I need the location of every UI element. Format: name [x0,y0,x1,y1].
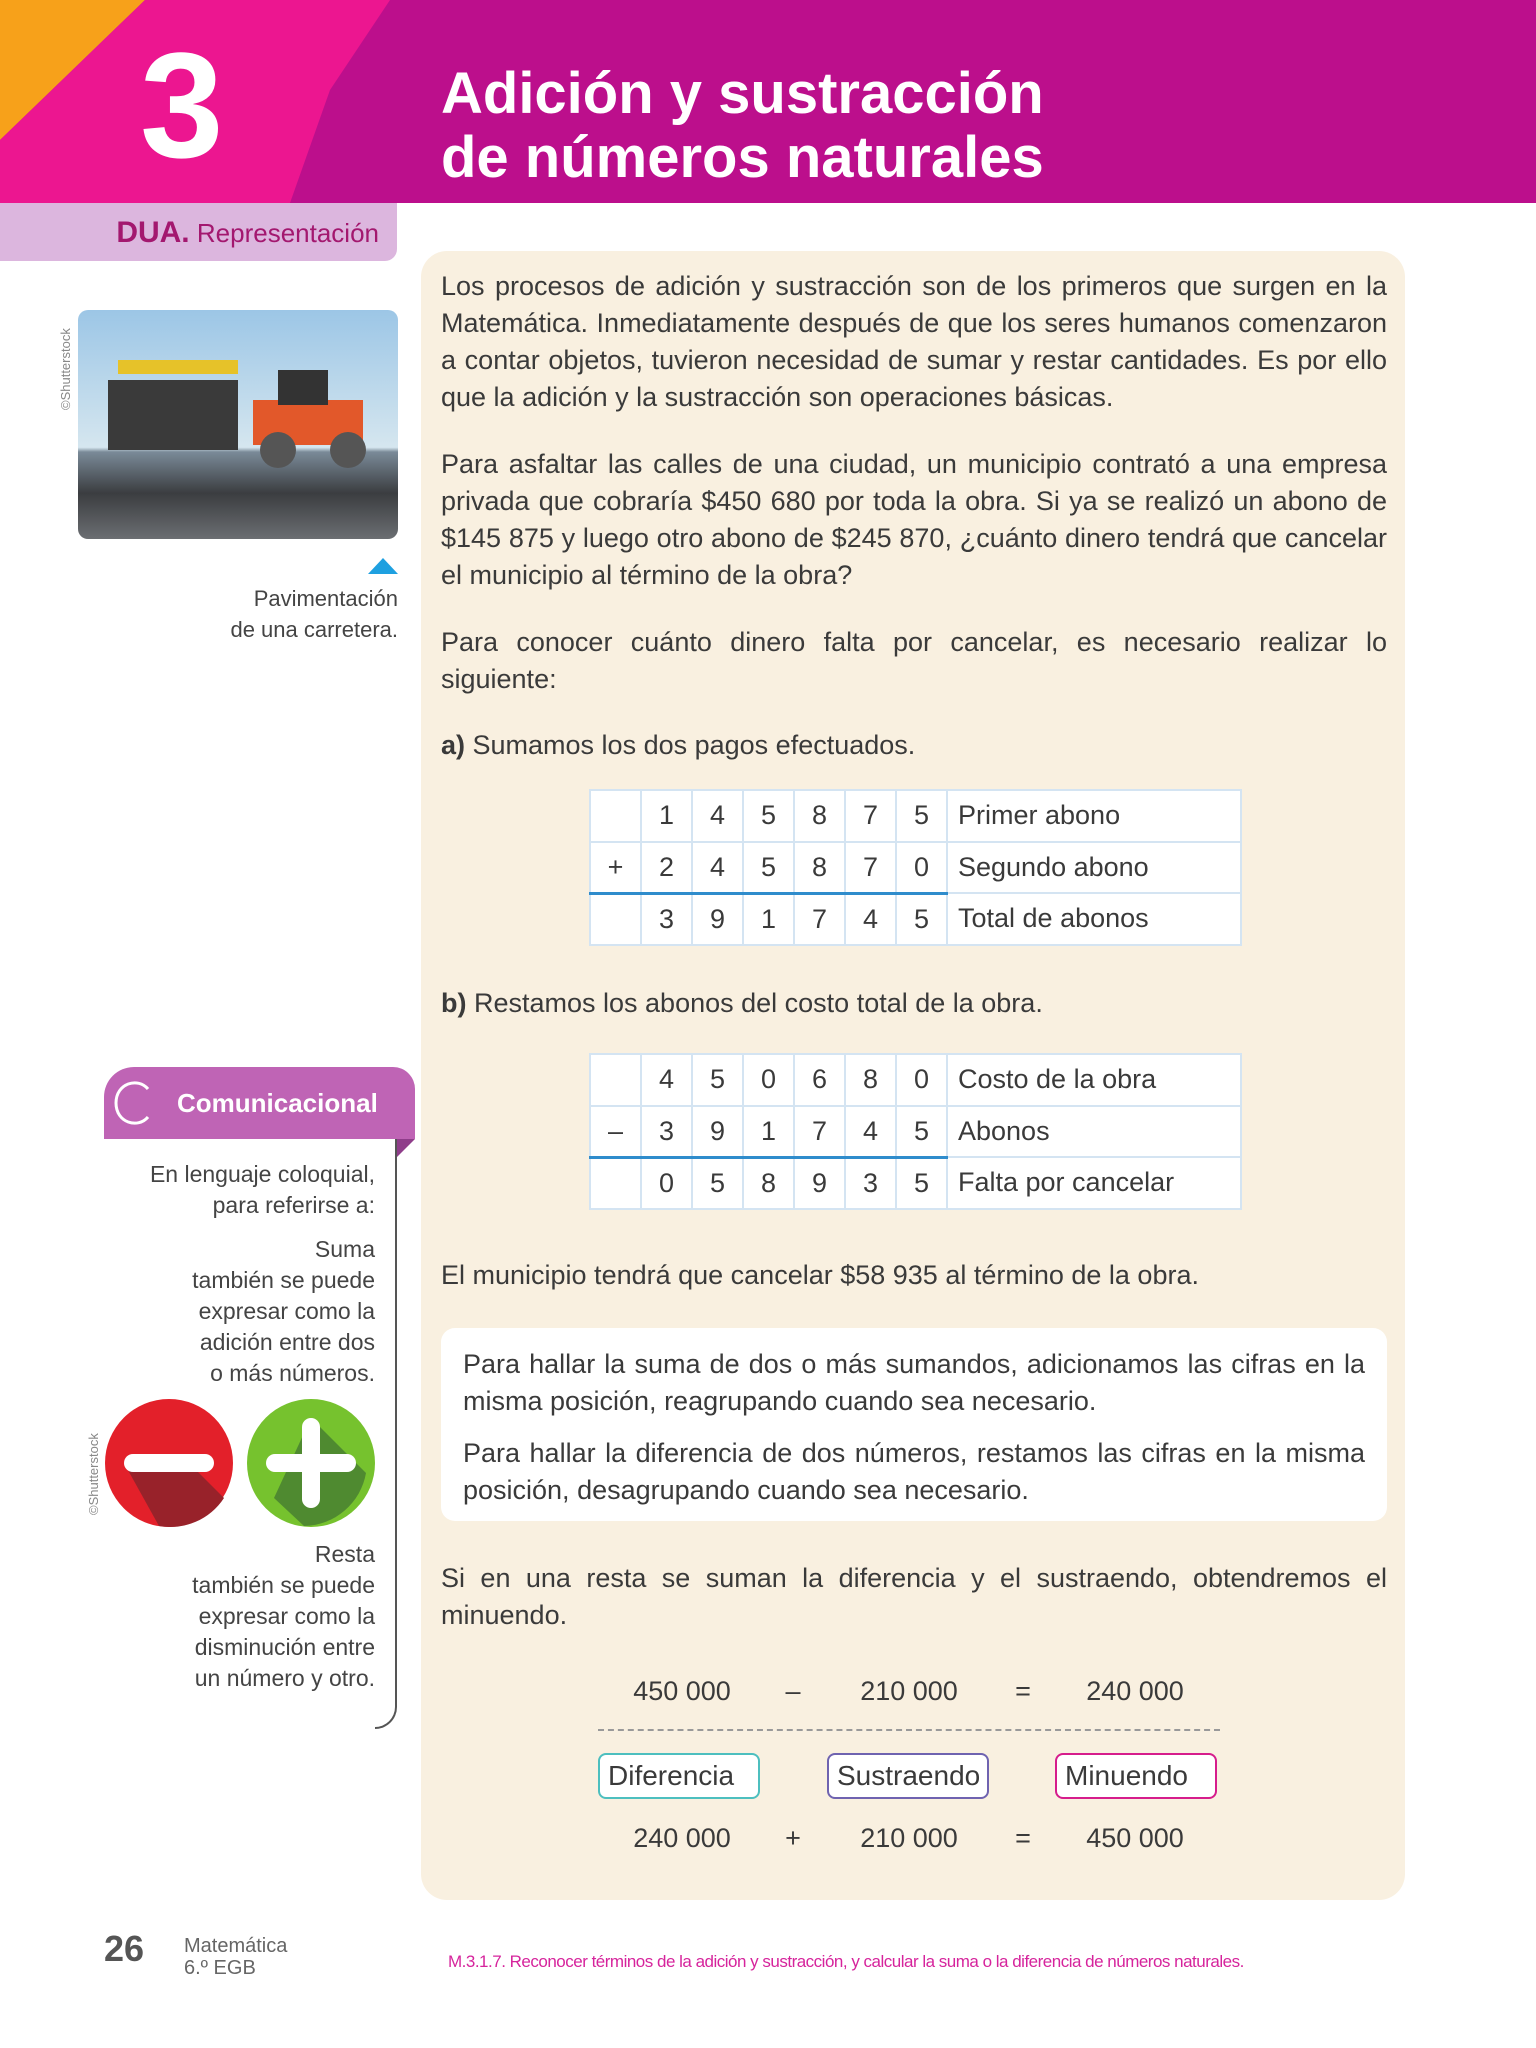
digit-cell: 5 [896,893,947,945]
step-b-label: b) [441,988,467,1018]
icon-credit: ©Shutterstock [86,1433,101,1515]
suma-line: o más números. [210,1360,375,1386]
equation-term: 210 000 [860,1676,958,1706]
step-a-text: Sumamos los dos pagos efectuados. [465,730,916,760]
equation-term: = [1015,1823,1031,1853]
suma-line: adición entre dos [199,1329,375,1355]
dua-bold: DUA. [116,216,190,249]
table-row [590,1157,1241,1209]
term-label-box: Diferencia [598,1753,760,1799]
suma-text [140,1234,375,1389]
digit-cell: 5 [896,1106,947,1158]
equation-term: = [1015,1676,1031,1706]
photo-credit: ©Shutterstock [58,328,73,410]
caption-line: de una carretera. [230,617,398,642]
digit-cell: 4 [692,790,743,842]
digit-cell: 5 [743,842,794,894]
digit-cell: 7 [845,790,896,842]
operator-cell [590,1054,641,1106]
digit-cell: 7 [794,893,845,945]
subject: Matemática [184,1935,288,1957]
operator-cell [590,1157,641,1209]
photo-caption [180,583,398,645]
term-label-box: Minuendo [1055,1753,1217,1799]
suma-line: Suma [314,1236,375,1262]
table-row [590,790,1241,842]
method-paragraph: Para conocer cuánto dinero falta por cancelar, es necesario realizar lo siguiente: [441,627,1387,694]
digit-cell: 1 [743,1106,794,1158]
title-line-2: de números naturales [441,125,1044,190]
dua-text: Representación [189,218,379,248]
digit-cell: 9 [794,1157,845,1209]
equation-term: 240 000 [1086,1676,1184,1706]
operator-cell [590,790,641,842]
resta-line: Resta [314,1541,375,1567]
result-sentence: El municipio tendrá que cancelar $58 935 al término de la obra. [441,1260,1199,1290]
digit-cell: 4 [845,1106,896,1158]
equation-term: 210 000 [860,1823,958,1853]
digit-cell: 7 [845,842,896,894]
subtraction-table [589,1053,1242,1210]
digit-cell: 0 [743,1054,794,1106]
digit-cell: 3 [641,1106,692,1158]
digit-cell: 5 [692,1054,743,1106]
digit-cell: 1 [641,790,692,842]
equation-term: 450 000 [633,1676,731,1706]
digit-cell: 7 [794,1106,845,1158]
title-line-1: Adición y sustracción [441,61,1044,126]
digit-cell: 9 [692,893,743,945]
digit-cell: 8 [794,790,845,842]
comunicacional-header [104,1067,415,1139]
divider-dashed [598,1729,1220,1731]
digit-cell: 8 [845,1054,896,1106]
row-label: Primer abono [947,790,1241,842]
digit-cell: 3 [641,893,692,945]
intro-line: En lenguaje coloquial, [149,1161,375,1187]
learning-objective: M.3.1.7. Reconocer términos de la adición y sustracción, y calcular la suma o la diferencia de números naturales. [448,1952,1244,1971]
problem-paragraph: Para asfaltar las calles de una ciudad, un municipio contrató a una empresa privada que cobraría $450 680 por toda la obra. Si ya se realizó un abono de $145 875 y luego otro abono de $245 870, ¿cuánto dinero tendrá que cancelar el municipio al término de la obra? [441,449,1387,590]
digit-cell: 0 [896,842,947,894]
minus-circle-icon [105,1399,233,1527]
suma-line: expresar como la [198,1298,375,1324]
plus-circle-icon [247,1399,375,1527]
comunicacional-title: Comunicacional [177,1088,378,1118]
row-label: Total de abonos [947,893,1241,945]
c-logo-icon [108,1077,158,1129]
suma-line: también se puede [192,1267,375,1293]
paving-machine-icon [78,310,398,539]
step-a-label: a) [441,730,466,760]
digit-cell: 4 [641,1054,692,1106]
equation-term: – [785,1676,801,1706]
caption-line: Pavimentación [253,586,398,611]
resta-line: un número y otro. [194,1665,375,1691]
digit-cell: 5 [743,790,794,842]
rule-difference: Para hallar la diferencia de dos números, restamos las cifras en la misma posición, desagrupando cuando sea necesario. [463,1438,1365,1505]
minus-plus-icons [104,1398,380,1528]
digit-cell: 1 [743,893,794,945]
operator-cell: + [590,842,641,894]
digit-cell: 2 [641,842,692,894]
equation-term: + [785,1823,801,1853]
chapter-header [0,0,1536,203]
header-stripes-icon [0,0,460,203]
footer-subject [184,1935,287,1979]
table-row [590,893,1241,945]
digit-cell: 8 [743,1157,794,1209]
digit-cell: 0 [896,1054,947,1106]
digit-cell: 5 [896,790,947,842]
page-number: 26 [104,1928,145,1969]
digit-cell: 8 [794,842,845,894]
resta-line: disminución entre [194,1634,375,1660]
grade: 6.º EGB [184,1957,256,1979]
table-row [590,842,1241,894]
equation-term: 240 000 [633,1823,731,1853]
table-row [590,1106,1241,1158]
resta-line: también se puede [192,1572,375,1598]
paving-photo [78,310,398,539]
caption-pointer-icon [368,558,398,574]
step-a [441,727,1387,764]
rule-sum: Para hallar la suma de dos o más sumandos, adicionamos las cifras en la misma posición, reagrupando cuando sea necesario. [463,1349,1365,1416]
row-label: Costo de la obra [947,1054,1241,1106]
step-b [441,985,1387,1022]
operator-cell [590,893,641,945]
resta-line: expresar como la [198,1603,375,1629]
step-b-text: Restamos los abonos del costo total de la obra. [466,988,1043,1018]
row-label: Falta por cancelar [947,1157,1241,1209]
table-row [590,1054,1241,1106]
row-label: Abonos [947,1106,1241,1158]
digit-cell: 5 [692,1157,743,1209]
intro-paragraph: Los procesos de adición y sustracción son de los primeros que surgen en la Matemática. Inmediatamente después de que los seres humanos comenzaron a contar objetos, tuvieron necesidad de sumar y restar cantidades. Es por ello que la adición y la sustracción son operaciones básicas. [441,271,1387,412]
digit-cell: 0 [641,1157,692,1209]
row-label: Segundo abono [947,842,1241,894]
digit-cell: 4 [845,893,896,945]
intro-line: para referirse a: [212,1192,375,1218]
digit-cell: 3 [845,1157,896,1209]
digit-cell: 5 [896,1157,947,1209]
chapter-number: 3 [140,21,224,189]
fold-corner-icon [397,1139,415,1157]
chapter-title [441,62,1044,190]
sidebar-intro [140,1159,375,1221]
resta-text [140,1539,375,1694]
equation-term: 450 000 [1086,1823,1184,1853]
digit-cell: 4 [692,842,743,894]
property-paragraph: Si en una resta se suman la diferencia y el sustraendo, obtendremos el minuendo. [441,1563,1387,1630]
digit-cell: 9 [692,1106,743,1158]
dua-label [0,203,397,261]
rule-box [441,1328,1387,1521]
digit-cell: 6 [794,1054,845,1106]
operator-cell: – [590,1106,641,1158]
addition-table [589,789,1242,946]
term-label-box: Sustraendo [827,1753,989,1799]
